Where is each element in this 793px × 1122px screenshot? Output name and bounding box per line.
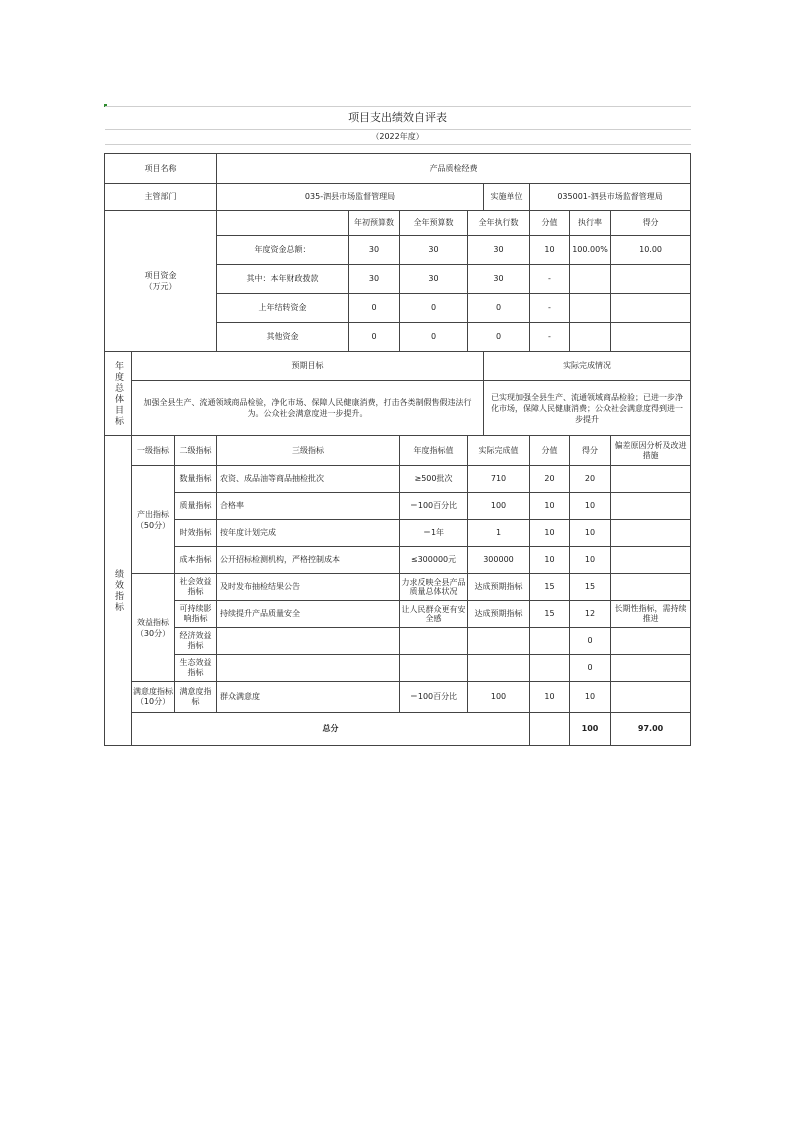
target-value	[400, 655, 468, 682]
expected-goal: 加强全县生产、流通领域商品检验，净化市场、保障人民健康消费，打击各类制假售假违法行为。公众社会满意度进一步提升。	[132, 381, 484, 436]
target-value: ≤300000元	[400, 547, 468, 574]
funds-header-exec: 全年执行数	[468, 211, 530, 236]
perf-header-weight: 分值	[530, 436, 570, 466]
actual-header: 实际完成情况	[484, 352, 691, 381]
score-value: 12	[570, 601, 611, 628]
funds-annual: 0	[400, 323, 468, 352]
funds-annual: 0	[400, 294, 468, 323]
target-value: 力求反映全县产品质量总体状况	[400, 574, 468, 601]
l3-indicator: 农资、成品油等商品抽检批次	[217, 466, 400, 493]
table-row	[105, 682, 691, 713]
perf-header-l2: 二级指标	[175, 436, 217, 466]
funds-annual: 30	[400, 236, 468, 265]
table-row	[105, 520, 691, 547]
l2-indicator: 社会效益指标	[175, 574, 217, 601]
actual-value	[468, 655, 530, 682]
target-value: ≥500批次	[400, 466, 468, 493]
score-value: 0	[570, 655, 611, 682]
l3-indicator	[217, 655, 400, 682]
actual-value: 300000	[468, 547, 530, 574]
score-value: 0	[570, 628, 611, 655]
l3-indicator: 公开招标检测机构，严格控制成本	[217, 547, 400, 574]
table-row	[105, 466, 691, 493]
note-value	[611, 574, 691, 601]
funds-label: 项目资金 （万元）	[105, 211, 217, 352]
table-row	[105, 493, 691, 520]
funds-exec: 0	[468, 323, 530, 352]
weight-value	[530, 655, 570, 682]
funds-rate	[570, 294, 611, 323]
weight-value: 15	[530, 601, 570, 628]
year-subtitle: （2022年度）	[105, 130, 691, 145]
weight-value	[530, 628, 570, 655]
l2-indicator: 成本指标	[175, 547, 217, 574]
weight-value: 10	[530, 547, 570, 574]
funds-score	[611, 323, 691, 352]
funds-row-name: 年度资金总额：	[217, 236, 349, 265]
score-value: 10	[570, 682, 611, 713]
weight-value: 15	[530, 574, 570, 601]
actual-value: 达成预期指标	[468, 574, 530, 601]
dept-value: 035-泗县市场监督管理局	[217, 184, 484, 211]
perf-header-l1: 一级指标	[132, 436, 175, 466]
table-row	[105, 601, 691, 628]
funds-exec: 0	[468, 294, 530, 323]
l3-indicator: 按年度计划完成	[217, 520, 400, 547]
target-value: ＝1年	[400, 520, 468, 547]
actual-value: 710	[468, 466, 530, 493]
score-value: 10	[570, 520, 611, 547]
dept-label: 主管部门	[105, 184, 217, 211]
target-value: ＝100百分比	[400, 682, 468, 713]
table-row	[105, 628, 691, 655]
page-title: 项目支出绩效自评表	[105, 107, 691, 130]
l3-indicator: 持续提升产品质量安全	[217, 601, 400, 628]
funds-rate: 100.00%	[570, 236, 611, 265]
l2-indicator: 数量指标	[175, 466, 217, 493]
funds-header-init: 年初预算数	[349, 211, 400, 236]
target-value: 让人民群众更有安全感	[400, 601, 468, 628]
funds-header-score: 得分	[611, 211, 691, 236]
satisfaction-label: 满意度指标（10分）	[132, 682, 175, 713]
perf-header-actual: 实际完成值	[468, 436, 530, 466]
note-value	[611, 547, 691, 574]
perf-header-l3: 三级指标	[217, 436, 400, 466]
l2-indicator: 经济效益指标	[175, 628, 217, 655]
actual-value: 1	[468, 520, 530, 547]
l2-indicator: 可持续影响指标	[175, 601, 217, 628]
funds-name-header	[217, 211, 349, 236]
impl-label: 实施单位	[484, 184, 530, 211]
actual-value: 100	[468, 682, 530, 713]
project-name-label: 项目名称	[105, 154, 217, 184]
perf-header-score: 得分	[570, 436, 611, 466]
weight-value: 20	[530, 466, 570, 493]
note-value	[611, 520, 691, 547]
goals-label: 年度总体目标	[105, 352, 132, 436]
l2-indicator: 满意度指标	[175, 682, 217, 713]
funds-init: 30	[349, 265, 400, 294]
l2-indicator: 生态效益指标	[175, 655, 217, 682]
actual-value: 100	[468, 493, 530, 520]
score-value: 20	[570, 466, 611, 493]
note-value	[611, 682, 691, 713]
target-value: ＝100百分比	[400, 493, 468, 520]
funds-row-name: 其中：本年财政拨款	[217, 265, 349, 294]
l3-indicator: 合格率	[217, 493, 400, 520]
funds-weight: -	[530, 265, 570, 294]
total-empty	[530, 713, 570, 746]
impl-value: 035001-泗县市场监督管理局	[530, 184, 691, 211]
funds-header-weight: 分值	[530, 211, 570, 236]
table-row	[105, 655, 691, 682]
table-row	[105, 547, 691, 574]
note-value	[611, 655, 691, 682]
funds-weight: -	[530, 294, 570, 323]
l2-indicator: 质量指标	[175, 493, 217, 520]
total-score: 97.00	[611, 713, 691, 746]
funds-score	[611, 294, 691, 323]
funds-init: 30	[349, 236, 400, 265]
project-name-value: 产品质检经费	[217, 154, 691, 184]
expected-header: 预期目标	[132, 352, 484, 381]
note-value	[611, 628, 691, 655]
funds-row-name: 其他资金	[217, 323, 349, 352]
funds-exec: 30	[468, 265, 530, 294]
funds-header-annual: 全年预算数	[400, 211, 468, 236]
total-weight: 100	[570, 713, 611, 746]
weight-value: 10	[530, 520, 570, 547]
target-value	[400, 628, 468, 655]
l3-indicator: 群众满意度	[217, 682, 400, 713]
evaluation-sheet	[104, 106, 690, 746]
funds-row-name: 上年结转资金	[217, 294, 349, 323]
funds-rate	[570, 323, 611, 352]
score-value: 10	[570, 547, 611, 574]
l3-indicator: 及时发布抽检结果公告	[217, 574, 400, 601]
perf-label: 绩效指标	[105, 436, 132, 746]
output-label: 产出指标 （50分）	[132, 466, 175, 574]
actual-goal: 已实现加强全县生产、流通领域商品检验；已进一步净化市场，保障人民健康消费；公众社会满意度得到进一步提升	[484, 381, 691, 436]
total-label: 总分	[132, 713, 530, 746]
funds-init: 0	[349, 323, 400, 352]
actual-value	[468, 628, 530, 655]
funds-score	[611, 265, 691, 294]
funds-init: 0	[349, 294, 400, 323]
l3-indicator	[217, 628, 400, 655]
actual-value: 达成预期指标	[468, 601, 530, 628]
l2-indicator: 时效指标	[175, 520, 217, 547]
note-value	[611, 466, 691, 493]
note-value: 长期性指标，需持续推进	[611, 601, 691, 628]
funds-score: 10.00	[611, 236, 691, 265]
note-value	[611, 493, 691, 520]
funds-annual: 30	[400, 265, 468, 294]
score-value: 15	[570, 574, 611, 601]
perf-header-note: 偏差原因分析及改进措施	[611, 436, 691, 466]
weight-value: 10	[530, 493, 570, 520]
score-value: 10	[570, 493, 611, 520]
table-row	[105, 574, 691, 601]
funds-weight: 10	[530, 236, 570, 265]
funds-header-rate: 执行率	[570, 211, 611, 236]
benefit-label: 效益指标 （30分）	[132, 574, 175, 682]
funds-weight: -	[530, 323, 570, 352]
funds-exec: 30	[468, 236, 530, 265]
weight-value: 10	[530, 682, 570, 713]
evaluation-table	[104, 106, 691, 746]
funds-rate	[570, 265, 611, 294]
perf-header-target: 年度指标值	[400, 436, 468, 466]
